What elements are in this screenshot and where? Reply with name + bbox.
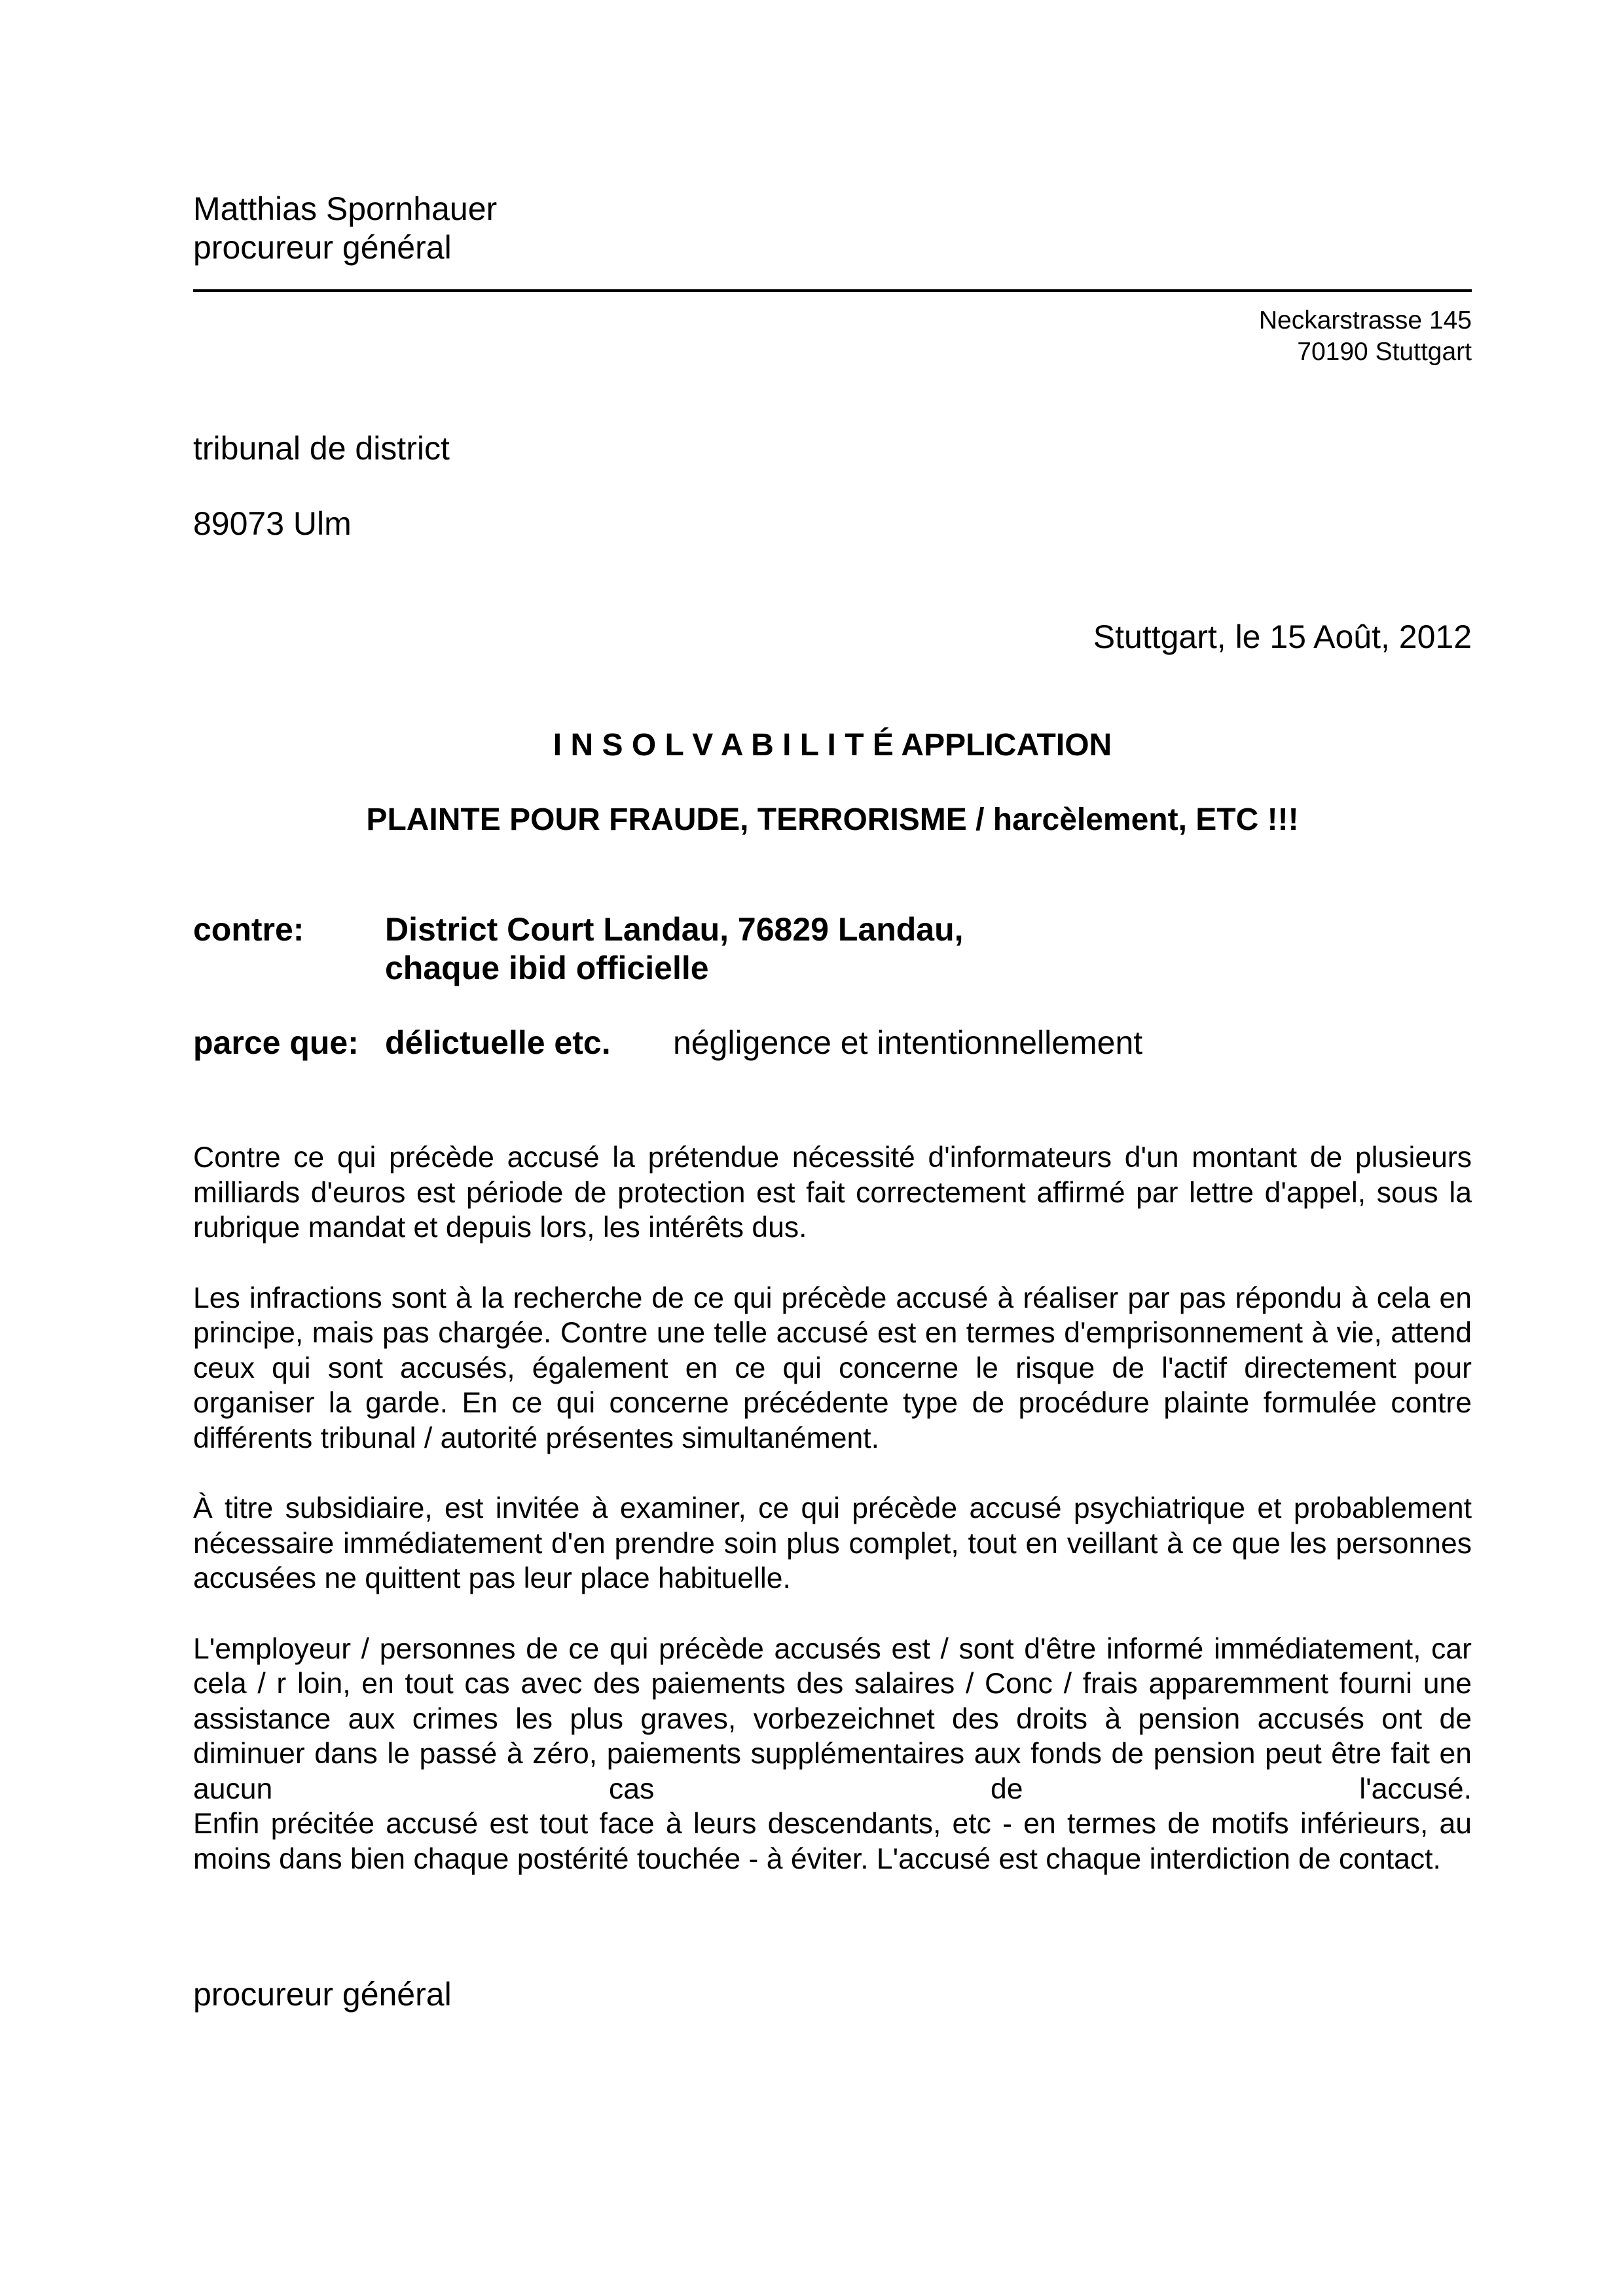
letter-body <box>193 1140 1472 1876</box>
header-divider <box>193 289 1472 292</box>
recipient-name: tribunal de district <box>193 430 450 467</box>
document-subtitle: PLAINTE POUR FRAUDE, TERRORISME / harcèlement, ETC !!! <box>366 802 1299 837</box>
sender-name: Matthias Spornhauer <box>193 190 498 227</box>
letter-date: Stuttgart, le 15 Août, 2012 <box>1093 619 1472 655</box>
document-title: I N S O L V A B I L I T É APPLICATION <box>553 728 1112 762</box>
parce-que-detail: négligence et intentionnellement <box>673 1024 1143 1061</box>
sender-role: procureur général <box>193 229 452 266</box>
signature-role: procureur général <box>193 1976 452 2013</box>
parce-que-value: délictuelle etc. <box>385 1024 611 1061</box>
contre-label: contre: <box>193 911 304 948</box>
contre-value-line1: District Court Landau, 76829 Landau, <box>385 911 964 948</box>
parce-que-label: parce que: <box>193 1024 359 1061</box>
sender-address-city: 70190 Stuttgart <box>1297 338 1472 366</box>
contre-value-line2: chaque ibid officielle <box>385 950 709 986</box>
body-paragraph-5: Enfin précitée accusé est tout face à leurs descendants, etc - en termes de motifs inférieurs, au moins dans bien chaque postérité touchée - à éviter. L'accusé est chaque interdiction de contact. <box>193 1808 1472 1875</box>
body-paragraph-1: Contre ce qui précède accusé la prétendue nécessité d'informateurs d'un montant de plusieurs milliards d'euros est période de protection est fait correctement affirmé par lettre d'appel, sous la rubrique mandat et depuis lors, les intérêts dus. <box>193 1141 1472 1244</box>
recipient-city: 89073 Ulm <box>193 505 352 542</box>
body-paragraph-4: L'employeur / personnes de ce qui précède accusés est / sont d'être informé immédiatement, car cela / r loin, en tout cas avec des paiements des salaires / Conc / frais apparemment fourni une assistance aux crimes les plus graves, vorbezeichnet des droits à pension accusés ont de diminuer dans le passé à zéro, paiements supplémentaires aux fonds de pension peut être fait en aucun cas de l'accusé. <box>193 1632 1472 1805</box>
body-paragraph-2: Les infractions sont à la recherche de ce qui précède accusé à réaliser par pas répondu à cela en principe, mais pas chargée. Contre une telle accusé est en termes d'emprisonnement à vie, attend ceux qui sont accusés, également en ce qui concerne le risque de l'actif directement pour organiser la garde. En ce qui concerne précédente type de procédure plainte formulée contre différents tribunal / autorité présentes simultanément. <box>193 1282 1472 1454</box>
body-paragraph-3: À titre subsidiaire, est invitée à examiner, ce qui précède accusé psychiatrique et probablement nécessaire immédiatement d'en prendre soin plus complet, tout en veillant à ce que les personnes accusées ne quittent pas leur place habituelle. <box>193 1492 1472 1594</box>
sender-address-street: Neckarstrasse 145 <box>1258 306 1472 334</box>
